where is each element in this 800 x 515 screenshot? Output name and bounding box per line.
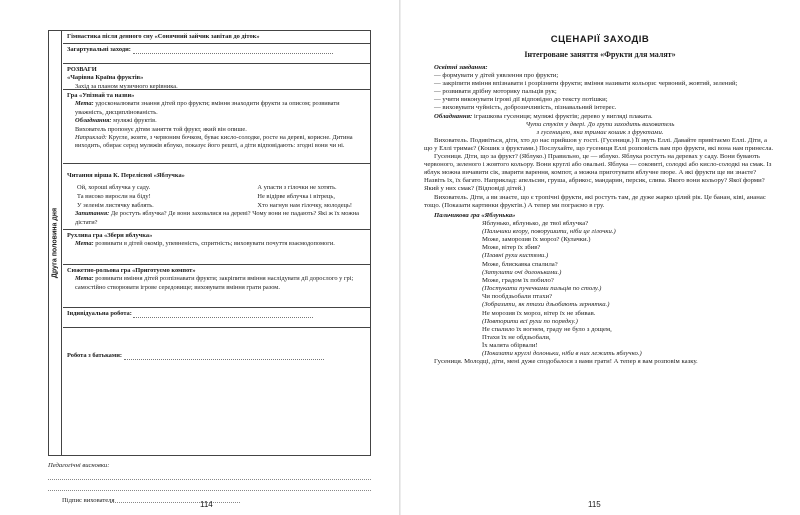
game-line: Яблунько, яблунько, де твої яблучка? bbox=[482, 219, 589, 227]
hardening-label: Загартувальні заходи: bbox=[67, 46, 131, 53]
mobile-game-row bbox=[63, 230, 370, 265]
game1-equipment: Обладнання: муляжі фруктів. bbox=[75, 117, 157, 125]
hardening-row bbox=[63, 44, 370, 64]
finger-game bbox=[424, 220, 776, 359]
game-line: Не спалило їх вогнем, граду не було з дощем, bbox=[482, 325, 612, 333]
poem-line: Хто нагнув нам гілочку, молодець! bbox=[257, 201, 352, 209]
tasks-label: Освітні завдання: bbox=[434, 64, 488, 71]
parents-row bbox=[63, 328, 370, 374]
page-number: 115 bbox=[588, 500, 601, 509]
stage-note-line: з гусеницею, яка тримає кошик з фруктами. bbox=[536, 128, 664, 136]
poem-line: Ой, хороші яблучка у саду. bbox=[77, 184, 151, 192]
paragraph: Вихователь. Діти, а ви знаєте, що є тропічні фрукти, які ростуть там, де дуже жарко цілий рік. Це банан, ківі, ананас тощо. (Показати картинки фруктів.) А тепер ми пограємо в гру. bbox=[424, 193, 766, 209]
task-item: — розвивати дрібну моторику пальців рук; bbox=[434, 88, 557, 96]
poem-line: Та високо виросли на біду! bbox=[77, 193, 151, 200]
game-line: Може, заморозив їх мороз? (Кулачки.) bbox=[482, 236, 591, 244]
game1-goal: Мета: удосконалювати знання дітей про фрукти; вміння знаходити фрукти за описом; розвивати уважність, дисциплінованість. bbox=[75, 100, 340, 116]
task-item: — виховувати чуйність, доброзичливість, пізнавальний інтерес. bbox=[434, 104, 617, 112]
gymnastics-row: Гімнастика після денного сну «Сонячний зайчик завітав до діток» bbox=[63, 31, 370, 44]
section-title: СЦЕНАРІЇ ЗАХОДІВ bbox=[550, 34, 650, 45]
reading-title: Читання вірша К. Перелісної «Яблучка» bbox=[67, 172, 185, 179]
paragraph: Гусениця. Діти, що за фрукт? (Яблуко.) Правильно, це — яблуко. Яблука ростуть на деревах у саду. Вони бувають червоного, зеленого і жовтого кольору. Вони круглі або овальні. Яблука — соковиті, солодкі або кисло-солодкі на смак. Із яблук можна вичавити сік, зварити варення, компот, а можна приготувати яблучне пюре. А які фрукти ще ви знаєте? Назвіть їх, їх багато. Наприклад: апельсин, груша, абрикос, мандарин, персик, слива. Якого вони кольору? Якої форми? Який у них смак? (Відповіді дітей.) bbox=[424, 153, 772, 193]
right-page bbox=[400, 0, 800, 515]
game-title: Пальчикова гра «Яблунька» bbox=[434, 211, 516, 219]
game-line: (Повторити всі рухи по порядку.) bbox=[482, 317, 578, 325]
game-line: (Постукати пучечками пальців по столу.) bbox=[482, 285, 602, 293]
entertainment-title: РОЗВАГИ bbox=[67, 66, 97, 73]
game-line: Може, блискавка спалила? bbox=[482, 260, 558, 268]
equipment: Обладнання: іграшкова гусениця; муляжі фруктів; дерево у вигляді плаката. bbox=[434, 112, 653, 120]
game1-row bbox=[63, 90, 370, 164]
game-line: Може, вітер їх збив? bbox=[482, 244, 541, 252]
plan-content bbox=[63, 31, 370, 455]
game-line: (Плавні рухи кистями.) bbox=[482, 252, 549, 260]
notes-title: Педагогічні висновки: bbox=[48, 462, 110, 469]
daily-plan-table bbox=[48, 30, 371, 456]
entertainment-note: Захід за планом музичного керівника. bbox=[75, 82, 178, 90]
poem-line: А упасти з гілочки не хотять. bbox=[257, 184, 337, 192]
side-label: Друга половина дня bbox=[51, 207, 59, 279]
entertainment-name: «Чарівна Країна фруктів» bbox=[67, 74, 144, 82]
reading-row bbox=[63, 164, 370, 230]
note-line bbox=[48, 469, 371, 480]
role-game-row bbox=[63, 265, 370, 308]
role-game-title: Сюжетно-рольова гра «Приготуємо компот» bbox=[67, 267, 196, 274]
game-line: Не морозив їх мороз, вітер їх не збивав. bbox=[482, 309, 596, 317]
final-paragraph: Гусениця. Молодці, діти, мені дуже сподобалося з вами грати! А тепер я вам розповім казку. bbox=[434, 358, 698, 366]
game-line: (Показати круглі долоньки, ніби в них лежить яблучко.) bbox=[482, 350, 642, 358]
hardening-dots bbox=[133, 53, 333, 54]
poem-line: У зеленім листячку ваблять. bbox=[77, 201, 154, 209]
questions: Запитання: Де ростуть яблучка? Де вони заховалися на дереві? Чому вони не падають? Які ж їх можна дістати? bbox=[75, 210, 359, 226]
entertainment-row bbox=[63, 64, 370, 90]
parents-label: Робота з батьками: bbox=[67, 352, 123, 359]
poem-right bbox=[257, 184, 352, 210]
game-line: Чи пообдзьобали птахи? bbox=[482, 293, 553, 301]
paragraph: Вихователь. Подивіться, діти, хто до нас прийшов у гості. (Гусениця.) Її звуть Еллі. Давайте привітаємо Еллі. Діти, а що у Еллі тримає? (Кошик з фруктами.) Послухайте, що гусениця Еллі розповість вам про фрукти, які вона нам принесла. bbox=[424, 136, 774, 152]
game1-line: Вихователь пропонує дітям заняття той фрукт, який він опише. bbox=[75, 125, 247, 133]
parents-dots bbox=[124, 359, 324, 360]
task-item: — закріпити вміння впізнавати і розрізняти фрукти; вміння називати кольори: червоний, жовтий, зелений; bbox=[434, 80, 738, 88]
game-line: (Затулити очі долоньками.) bbox=[482, 268, 562, 276]
task-item: — учити виконувати ігрові дії відповідно до тексту потішки; bbox=[434, 96, 608, 104]
pedagogical-notes bbox=[48, 462, 371, 491]
game-line: Птахи їх не обдзьобали, bbox=[482, 333, 551, 341]
game1-example: Наприклад: Кругле, жовте, з червоним бочком, буває кисло-солодке, росте на дереві, корисне. Дитина виходить, обирає серед муляжів яблуко, показує його решті, а діти відповідають: згодні вони чи ні. bbox=[75, 134, 353, 150]
signature-label: Підпис вихователя bbox=[62, 497, 115, 504]
individual-dots bbox=[133, 317, 313, 318]
poem-line: Не відірве яблучка і вітрець, bbox=[257, 193, 335, 200]
note-line bbox=[48, 480, 371, 491]
stage-note-line: Чути стукіт у двері. До групи заходить вихователь bbox=[525, 120, 675, 128]
mobile-game-title: Рухлива гра «Збери яблучка» bbox=[67, 232, 153, 239]
poem-left bbox=[77, 184, 154, 210]
lesson-body bbox=[424, 64, 776, 367]
lesson-title: Інтегроване заняття «Фрукти для малят» bbox=[524, 50, 676, 59]
game-line: (Пальчики вгору, поворушити, ніби це гілочки.) bbox=[482, 227, 616, 235]
individual-row bbox=[63, 308, 370, 328]
poem bbox=[67, 184, 366, 210]
game-line: Може, градом їх побило? bbox=[482, 276, 554, 284]
game1-title: Гра «Упізнай та назви» bbox=[67, 92, 135, 99]
signature-line bbox=[110, 502, 240, 503]
task-item: — формувати у дітей уявлення про фрукти; bbox=[434, 72, 559, 80]
game-line: Їх малята обірвали! bbox=[482, 342, 538, 350]
mobile-game-goal: Мета: розвивати в дітей окомір, упевненість, спритність; виховувати почуття взаємодопомоги. bbox=[75, 240, 335, 248]
role-game-goal: Мета: розвивати вміння дітей розпізнавати фрукти; закріпити вміння наслідувати дії дорослого у грі; самостійно створювати ігрове середовище; виховувати вміння грати разом. bbox=[75, 275, 354, 291]
side-column bbox=[49, 31, 62, 455]
game-line: (Зобразити, як птахи дзьобають зернятка.) bbox=[482, 301, 610, 309]
page-number: 114 bbox=[200, 500, 213, 509]
individual-label: Індивідуальна робота: bbox=[67, 310, 132, 317]
